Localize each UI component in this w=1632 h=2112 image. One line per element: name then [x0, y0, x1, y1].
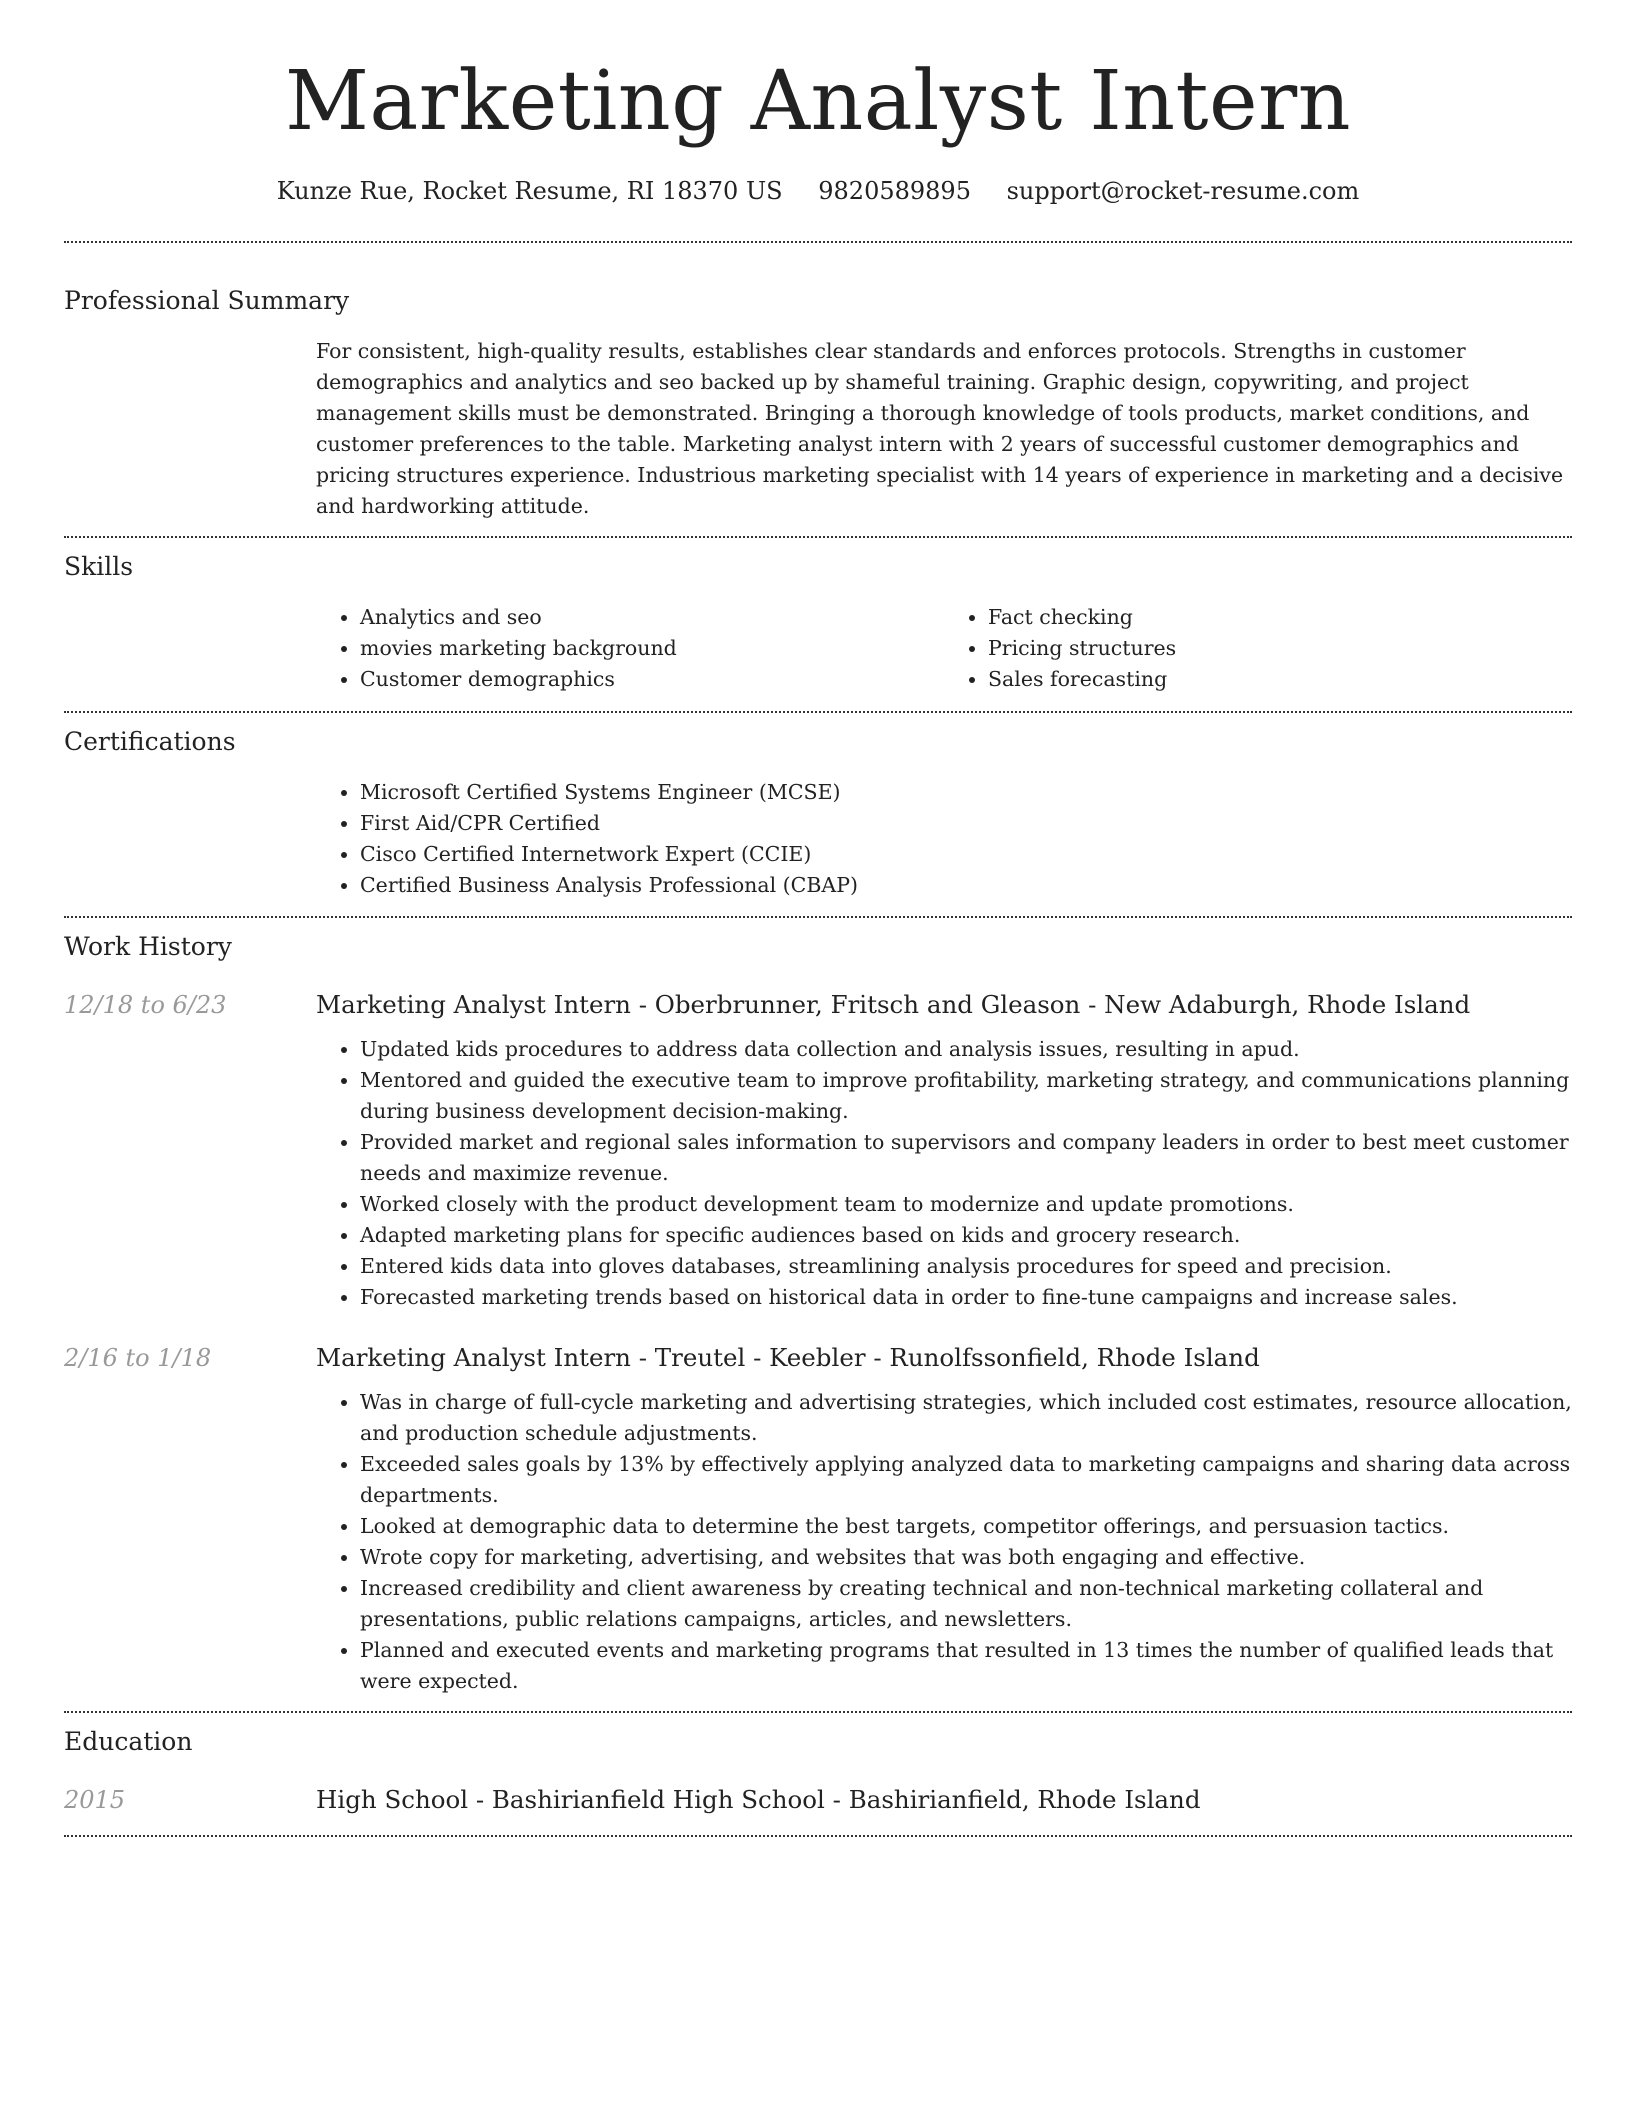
certification-item: • Certified Business Analysis Professional (CBAP)	[360, 870, 1572, 901]
job-bullet: • Forecasted marketing trends based on historical data in order to fine-tune campaigns and increase sales.	[360, 1282, 1572, 1313]
job-entry	[64, 1341, 1572, 1697]
job-bullet: • Adapted marketing plans for specific audiences based on kids and grocery research.	[360, 1220, 1572, 1251]
skill-item: • Sales forecasting	[988, 664, 1572, 695]
job-bullet: • Planned and executed events and marketing programs that resulted in 13 times the number of qualified leads that were expected.	[360, 1635, 1572, 1697]
summary-section	[64, 243, 1572, 522]
job-bullet: • Entered kids data into gloves databases, streamlining analysis procedures for speed and precision.	[360, 1251, 1572, 1282]
contact-email: support@rocket-resume.com	[1006, 177, 1360, 205]
job-bullet: • Increased credibility and client awareness by creating technical and non-technical marketing collateral and presentations, public relations campaigns, articles, and newsletters.	[360, 1573, 1572, 1635]
job-bullets	[316, 1034, 1572, 1313]
certifications-list	[316, 777, 1572, 901]
skills-section	[64, 538, 1572, 695]
skills-title: Skills	[64, 552, 134, 581]
job-bullet: • Exceeded sales goals by 13% by effectively applying analyzed data to marketing campaigns and sharing data across departments.	[360, 1449, 1572, 1511]
job-bullet: • Updated kids procedures to address data collection and analysis issues, resulting in apud.	[360, 1034, 1572, 1065]
job-dates: 12/18 to 6/23	[64, 991, 227, 1019]
job-body	[316, 1034, 1572, 1313]
job-bullet: • Looked at demographic data to determine the best targets, competitor offerings, and persuasion tactics.	[360, 1511, 1572, 1542]
work-section	[64, 918, 1572, 1697]
job-body	[316, 1387, 1572, 1697]
job-header	[64, 988, 1572, 1022]
job-heading: Marketing Analyst Intern - Oberbrunner, Fritsch and Gleason - New Adaburgh, Rhode Island	[316, 990, 1471, 1019]
certifications-body	[316, 777, 1572, 901]
certification-item: • Microsoft Certified Systems Engineer (MCSE)	[360, 777, 1572, 808]
job-bullet: • Was in charge of full-cycle marketing and advertising strategies, which included cost estimates, resource allocation, and production schedule adjustments.	[360, 1387, 1572, 1449]
job-entry	[64, 988, 1572, 1313]
certifications-title: Certifications	[64, 727, 236, 756]
education-year: 2015	[64, 1786, 126, 1814]
skills-list-right	[944, 602, 1572, 695]
job-bullet: • Provided market and regional sales information to supervisors and company leaders in order to best meet customer needs and maximize revenue.	[360, 1127, 1572, 1189]
skill-item: • movies marketing background	[360, 633, 944, 664]
work-title: Work History	[64, 932, 232, 961]
skill-item: • Analytics and seo	[360, 602, 944, 633]
education-heading: High School - Bashirianfield High School - Bashirianfield, Rhode Island	[316, 1785, 1201, 1814]
certifications-section	[64, 713, 1572, 901]
job-bullet: • Wrote copy for marketing, advertising, and websites that was both engaging and effective.	[360, 1542, 1572, 1573]
education-section	[64, 1713, 1572, 1817]
summary-title: Professional Summary	[64, 286, 350, 315]
skills-grid	[316, 602, 1572, 695]
job-bullets	[316, 1387, 1572, 1697]
education-entry	[64, 1783, 1572, 1817]
education-title: Education	[64, 1727, 193, 1756]
job-dates: 2/16 to 1/18	[64, 1344, 212, 1372]
resume-name: Marketing Analyst Intern	[284, 54, 1352, 149]
divider	[64, 1835, 1572, 1837]
job-bullet: • Mentored and guided the executive team to improve profitability, marketing strategy, and communications planning during business development decision-making.	[360, 1065, 1572, 1127]
skill-item: • Fact checking	[988, 602, 1572, 633]
job-header	[64, 1341, 1572, 1375]
summary-text: For consistent, high-quality results, establishes clear standards and enforces protocols. Strengths in customer demographics and analytics and seo backed up by shameful training. Graphic design, copywriting, and project management skills must be demonstrated. Bringing a thorough knowledge of tools products, market conditions, and customer preferences to the table. Marketing analyst intern with 2 years of successful customer demographics and pricing structures experience. Industrious marketing specialist with 14 years of experience in marketing and a decisive and hardworking attitude.	[316, 339, 1564, 518]
contact-address: Kunze Rue, Rocket Resume, RI 18370 US	[276, 177, 783, 205]
resume-page	[64, 0, 1572, 1837]
contact-phone: 9820589895	[818, 177, 971, 205]
skill-item: • Customer demographics	[360, 664, 944, 695]
job-bullet: • Worked closely with the product development team to modernize and update promotions.	[360, 1189, 1572, 1220]
contact-line	[64, 174, 1572, 208]
skill-item: • Pricing structures	[988, 633, 1572, 664]
skills-list-left	[316, 602, 944, 695]
job-heading: Marketing Analyst Intern - Treutel - Keebler - Runolfssonfield, Rhode Island	[316, 1343, 1260, 1372]
certification-item: • Cisco Certified Internetwork Expert (CCIE)	[360, 839, 1572, 870]
certification-item: • First Aid/CPR Certified	[360, 808, 1572, 839]
